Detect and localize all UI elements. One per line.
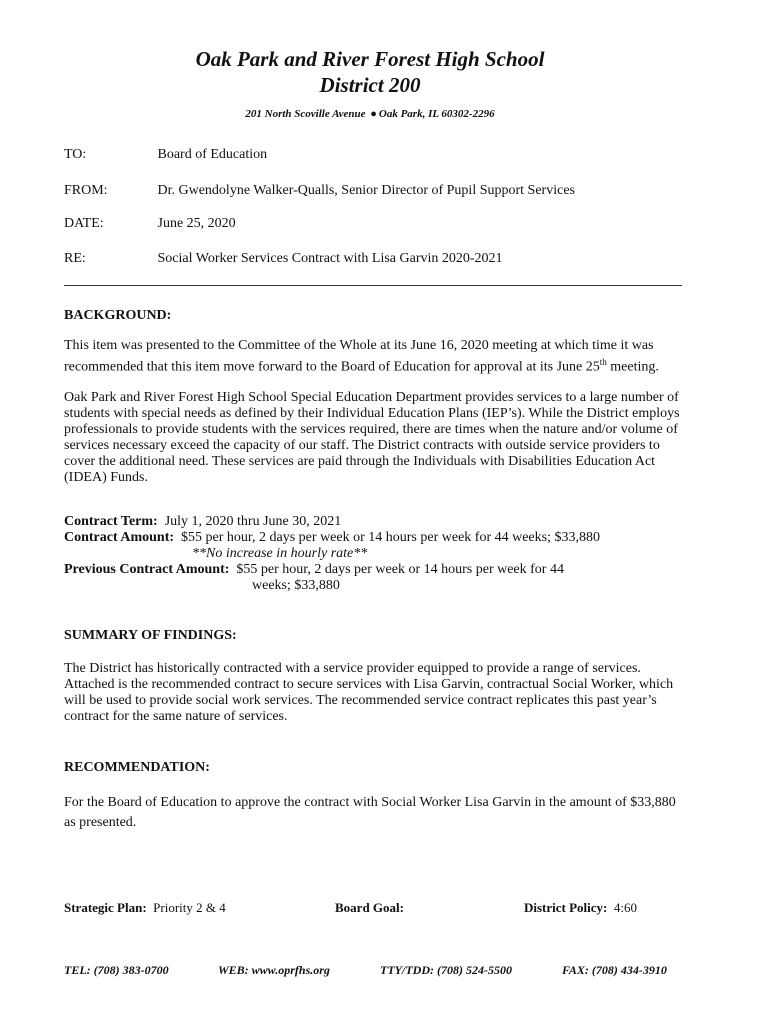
- contract-details: [64, 514, 704, 594]
- contract-amount: [64, 530, 704, 546]
- date-value: June 25, 2020: [157, 216, 236, 231]
- recommendation-heading: RECOMMENDATION:: [64, 760, 210, 775]
- policy-value: 4:60: [613, 900, 638, 915]
- goal-label: Board Goal:: [335, 900, 404, 915]
- memo-re: [64, 251, 503, 267]
- footer-tel: TEL: (708) 383-0700: [64, 963, 169, 977]
- footer-web: WEB: www.oprfhs.org: [218, 963, 330, 977]
- background-paragraph-2: Oak Park and River Forest High School Special Education Department provides services to a large number of students with special needs as defined by their Individual Education Plans (IEP’s). While the District employs professionals to provide students with the services required, there are times when the nature and/or volume of services necessary exceed the capacity of our staff. The District contracts with outside service providers to cover the additional need. These services are paid through the Individuals with Disabilities Education Act (IDEA) Funds.: [64, 389, 680, 485]
- contract-term: [64, 514, 704, 530]
- from-label: FROM:: [64, 183, 108, 198]
- term-label: Contract Term:: [64, 514, 158, 529]
- background-p1-sup: th: [599, 357, 607, 367]
- date-label: DATE:: [64, 216, 104, 231]
- findings-heading: SUMMARY OF FINDINGS:: [64, 628, 237, 643]
- background-p1-end: meeting.: [606, 359, 659, 375]
- to-label: TO:: [64, 147, 87, 162]
- strategic-label: Strategic Plan:: [64, 900, 147, 915]
- policy-label: District Policy:: [524, 900, 608, 915]
- amount-note: **No increase in hourly rate**: [192, 546, 368, 561]
- strategic-plan: [64, 900, 226, 916]
- school-address: [0, 108, 740, 120]
- previous-contract: [64, 562, 704, 578]
- letterhead: [0, 46, 740, 120]
- recommendation-section: [64, 760, 684, 833]
- findings-text: The District has historically contracted with a service provider equipped to provide a range of services. Attached is the recommended contract to secure services with Lisa Garvin, contractual Social Worker, which will be used to provide social work services. The recommended service contract replicates this past year’s contract for the same nature of services.: [64, 661, 674, 724]
- findings-section: [64, 628, 684, 725]
- district-name: District 200: [319, 73, 421, 97]
- background-section: [64, 308, 684, 486]
- to-value: Board of Education: [157, 147, 268, 162]
- re-value: Social Worker Services Contract with Lisa Garvin 2020-2021: [157, 251, 503, 266]
- address-city: Oak Park, IL 60302-2296: [378, 108, 495, 120]
- previous-value-line2: weeks; $33,880: [252, 578, 340, 593]
- memo-from: [64, 183, 575, 199]
- footer-fax: FAX: (708) 434-3910: [562, 963, 667, 977]
- amount-value: $55 per hour, 2 days per week or 14 hours per week for 44 weeks; $33,880: [181, 530, 600, 545]
- board-goal: [335, 900, 404, 916]
- district-policy: [524, 900, 637, 916]
- divider: [64, 285, 682, 286]
- recommendation-text: For the Board of Education to approve the contract with Social Worker Lisa Garvin in the amount of $33,880 as presented.: [64, 795, 676, 830]
- background-heading: BACKGROUND:: [64, 308, 172, 323]
- bullet-icon: ●: [370, 108, 377, 120]
- re-label: RE:: [64, 251, 86, 266]
- memo-to: [64, 147, 267, 163]
- address-street: 201 North Scoville Avenue: [245, 108, 366, 120]
- from-value: Dr. Gwendolyne Walker-Qualls, Senior Director of Pupil Support Services: [157, 183, 575, 198]
- school-name: Oak Park and River Forest High School: [195, 47, 545, 71]
- background-paragraph-1: [64, 338, 684, 376]
- amount-label: Contract Amount:: [64, 530, 175, 545]
- previous-value-line1: $55 per hour, 2 days per week or 14 hours per week for 44: [236, 562, 564, 577]
- background-p1-text: This item was presented to the Committee of the Whole at its June 16, 2020 meeting at which time it was recommended that this item move forward to the Board of Education for approval at its June 25: [64, 338, 654, 375]
- previous-label: Previous Contract Amount:: [64, 562, 230, 577]
- footer-tty: TTY/TDD: (708) 524-5500: [380, 963, 512, 977]
- memo-date: [64, 216, 236, 232]
- term-value: July 1, 2020 thru June 30, 2021: [164, 514, 342, 529]
- strategic-value: Priority 2 & 4: [153, 900, 226, 915]
